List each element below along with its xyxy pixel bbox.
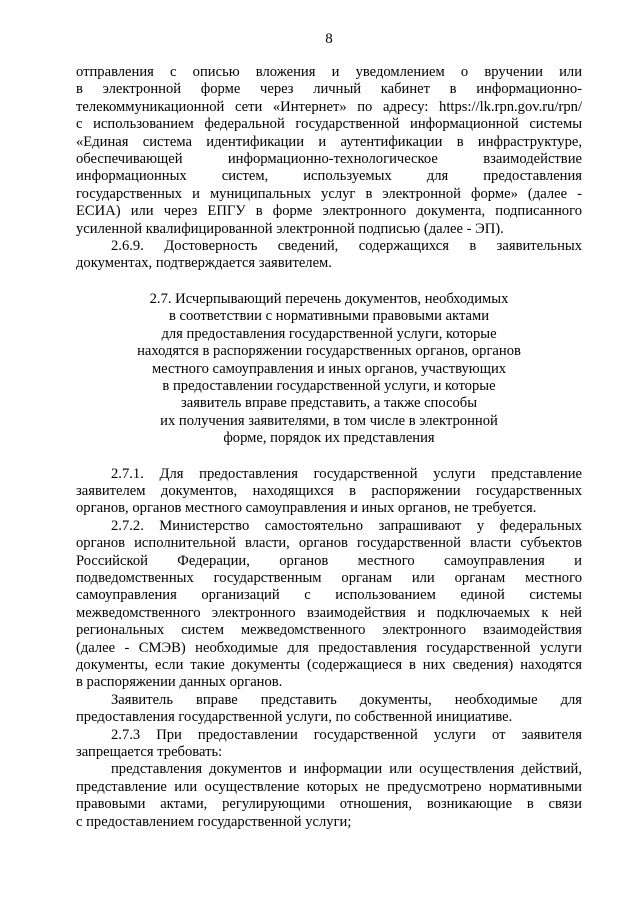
paragraph-applicant-initiative <box>76 692 582 727</box>
text-line: правовыми актами, регулирующими отношения, возникающие в связи <box>76 796 582 813</box>
section-heading-2-7 <box>76 291 582 448</box>
text-line: заявителем документов, находящихся в распоряжении государственных <box>76 482 582 499</box>
text-line: самоуправления организаций с использованием единой системы <box>76 587 582 604</box>
text-line: документах, подтверждается заявителем. <box>76 255 332 272</box>
paragraph-2-7-3 <box>76 727 582 762</box>
text-line: в электронной форме через личный кабинет в информационно- <box>76 81 582 98</box>
text-line: с использованием федеральной государственной информационной системы <box>76 116 582 133</box>
text-line: региональных систем межведомственного электронного взаимодействия <box>76 622 582 639</box>
text-line: документы, если такие документы (содержащиеся в них сведения) находятся <box>76 657 582 673</box>
heading-line: в соответствии с нормативными правовыми актами <box>168 308 490 325</box>
text-line: усиленной квалифицированной электронной подписью (далее - ЭП). <box>76 220 504 237</box>
text-line: Российской Федерации, органов местного самоуправления и <box>76 552 582 569</box>
heading-line: заявитель вправе представить, а также способы <box>180 395 478 412</box>
heading-line: форме, порядок их представления <box>223 430 435 447</box>
text-line: межведомственного электронного взаимодействия и подключаемых к ней <box>76 604 582 621</box>
text-line: отправления с описью вложения и уведомлением о вручении или <box>76 64 582 80</box>
text-line: подведомственных государственным органам или органам местного <box>76 569 582 586</box>
heading-line: 2.7. Исчерпывающий перечень документов, необходимых <box>149 290 509 307</box>
paragraph-2-6-9 <box>76 238 582 273</box>
paragraph-submission-methods <box>76 64 582 238</box>
text-line: представления документов и информации или осуществления действий, <box>111 761 582 778</box>
text-line: с предоставлением государственной услуги; <box>76 813 352 830</box>
paragraph-2-7-2 <box>76 518 582 692</box>
text-line: представление или осуществление которых не предусмотрено нормативными <box>76 778 582 795</box>
heading-line: их получения заявителями, в том числе в электронной <box>160 412 498 429</box>
text-line: ЕСИА) или через ЕПГУ в форме электронного документа, подписанного <box>76 203 582 220</box>
heading-line: в предоставлении государственной услуги, и которые <box>162 377 496 394</box>
text-line: в распоряжении данных органов. <box>76 674 283 691</box>
text-line: запрещается требовать: <box>76 744 223 761</box>
paragraph-forbidden-requirements <box>76 761 582 831</box>
text-line: 2.7.1. Для предоставления государственной услуги представление <box>111 465 582 482</box>
text-line: информационных систем, используемых для предоставления <box>76 168 582 185</box>
text-line: 2.7.3 При предоставлении государственной услуги от заявителя <box>111 726 582 743</box>
text-line: «Единая система идентификации и аутентификации в инфраструктуре, <box>76 133 582 150</box>
text-line: предоставления государственной услуги, по собственной инициативе. <box>76 709 513 726</box>
document-page <box>76 30 582 831</box>
text-line: государственных и муниципальных услуг в электронной форме» (далее - <box>76 185 582 202</box>
text-line: обеспечивающей информационно-технологическое взаимодействие <box>76 151 582 168</box>
text-line: (далее - СМЭВ) необходимые для предоставления государственной услуги <box>76 639 582 656</box>
heading-line: местного самоуправления и иных органов, участвующих <box>151 360 507 377</box>
paragraph-2-7-1 <box>76 466 582 518</box>
text-line: 2.6.9. Достоверность сведений, содержащихся в заявительных <box>111 238 582 255</box>
page-number: 8 <box>325 31 333 47</box>
heading-line: для предоставления государственной услуги, которые <box>161 325 497 342</box>
text-line: 2.7.2. Министерство самостоятельно запрашивают у федеральных <box>111 517 582 534</box>
text-line: органов, органов местного самоуправления и иных органов, не требуется. <box>76 500 537 517</box>
text-line: органов исполнительной власти, органов государственной власти субъектов <box>76 535 582 552</box>
text-line: телекоммуникационной сети «Интернет» по адресу: https://lk.rpn.gov.ru/rpn/ <box>76 98 582 115</box>
heading-line: находятся в распоряжении государственных органов, органов <box>137 343 521 360</box>
text-line: Заявитель вправе представить документы, необходимые для <box>111 691 582 708</box>
